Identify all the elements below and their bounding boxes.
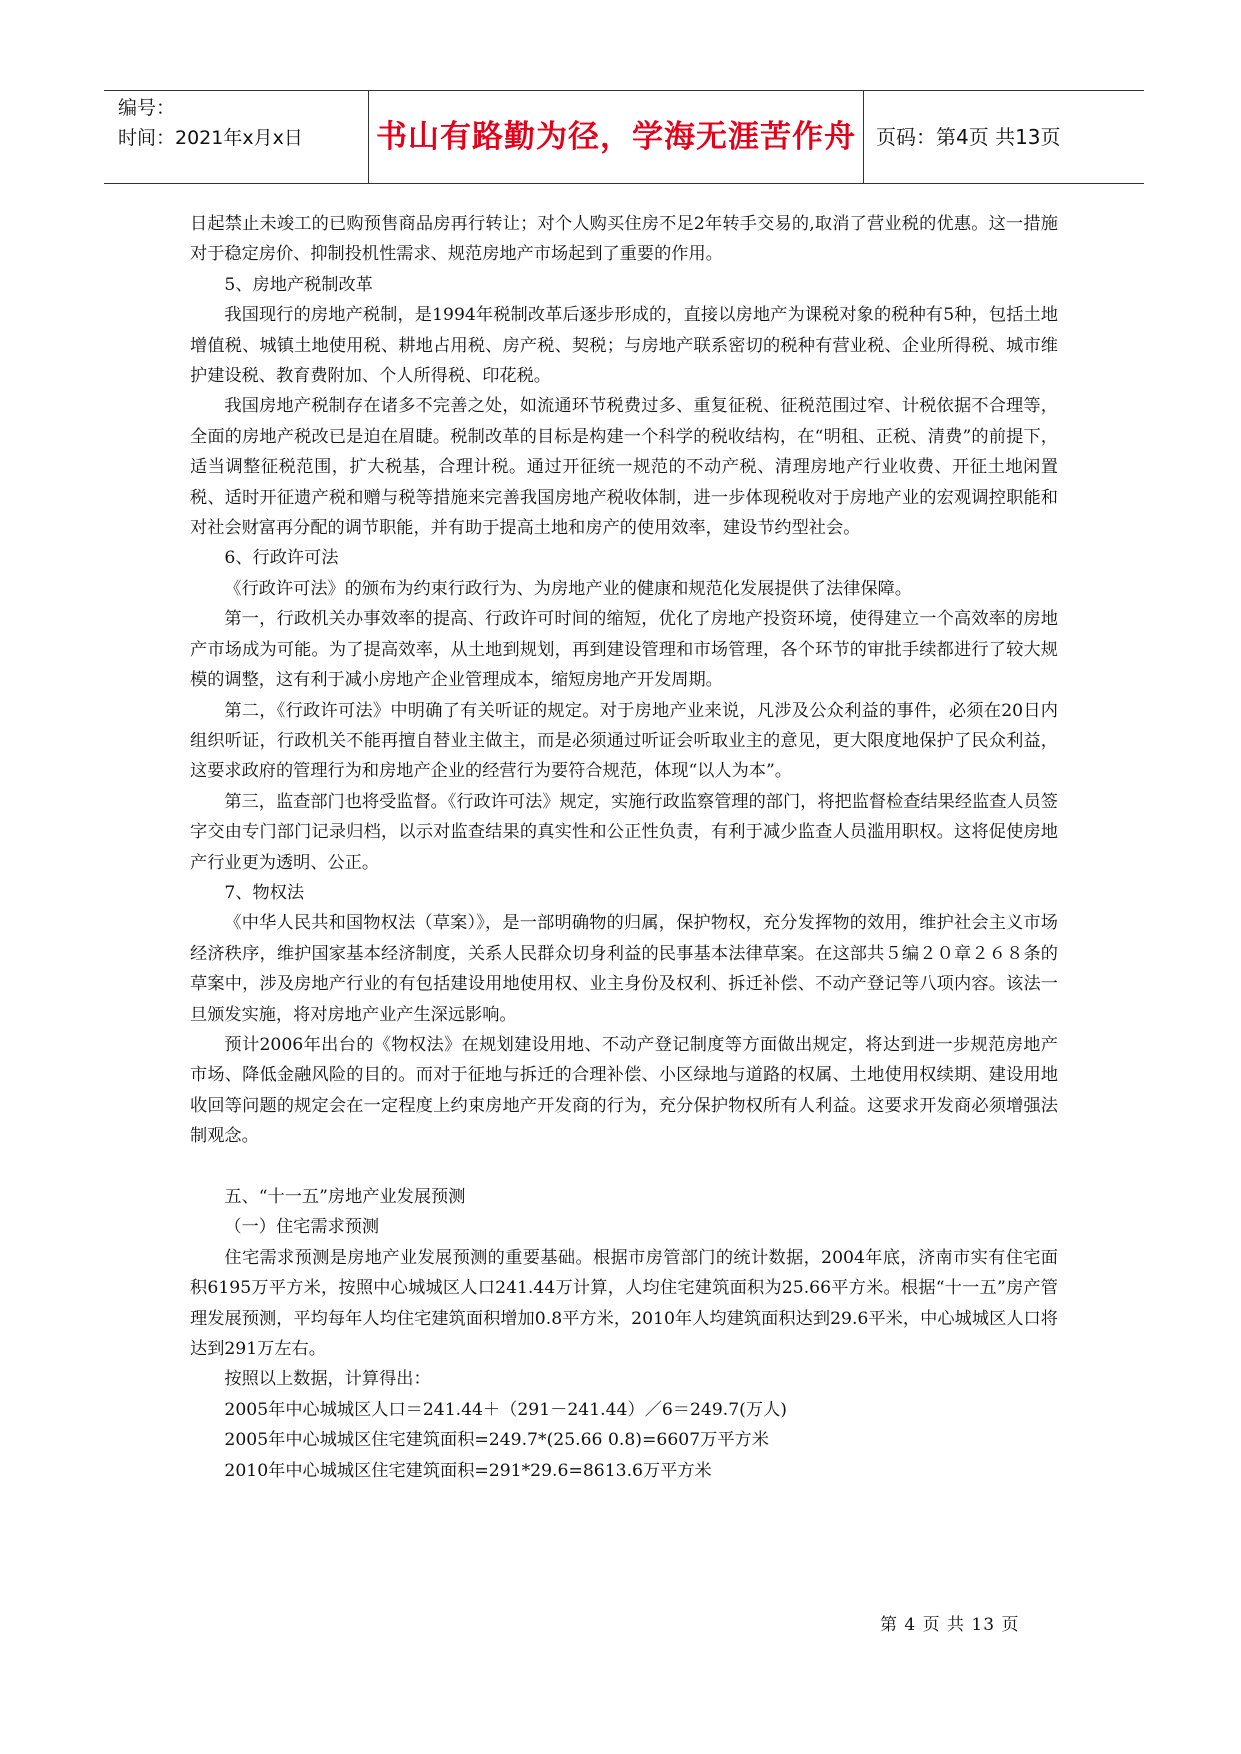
page-footer: 第 4 页 共 13 页 bbox=[880, 1615, 1020, 1635]
header-meta bbox=[104, 91, 369, 183]
formula-line: 2005年中心城城区住宅建筑面积=249.7*(25.66 0.8)=6607万平方米 bbox=[224, 1430, 769, 1451]
header-page-label: 页码：第4页 共13页 bbox=[876, 125, 1061, 149]
subsection-heading: （一）住宅需求预测 bbox=[224, 1217, 380, 1238]
section-heading: 6、行政许可法 bbox=[224, 548, 339, 569]
paragraph: 我国房地产税制存在诸多不完善之处，如流通环节税费过多、重复征税、征税范围过窄、计税依据不合理等，全面的房地产税改已是迫在眉睫。税制改革的目标是构建一个科学的税收结构，在“明租、正税、清费”的前提下，适当调整征税范围，扩大税基，合理计税。通过开征统一规范的不动产税、清理房地产行业收费、开征土地闲置税、适时开征遗产税和赠与税等措施来完善我国房地产税收体制，进一步体现税收对于房地产业的宏观调控职能和对社会财富再分配的调节职能，并有助于提高土地和房产的使用效率，建设节约型社会。 bbox=[190, 396, 1058, 539]
paragraph: 日起禁止未竣工的已购预售商品房再行转让；对个人购买住房不足2年转手交易的,取消了营业税的优惠。这一措施对于稳定房价、抑制投机性需求、规范房地产市场起到了重要的作用。 bbox=[190, 214, 1058, 265]
paragraph: 我国现行的房地产税制，是1994年税制改革后逐步形成的，直接以房地产为课税对象的税种有5种，包括土地增值税、城镇土地使用税、耕地占用税、房产税、契税；与房地产联系密切的税种有营业税、企业所得税、城市维护建设税、教育费附加、个人所得税、印花税。 bbox=[190, 305, 1058, 387]
spacer bbox=[190, 1152, 1058, 1182]
section-heading: 7、物权法 bbox=[224, 882, 305, 903]
paragraph: 第三，监查部门也将受监督。《行政许可法》规定，实施行政监察管理的部门，将把监督检查结果经监查人员签字交由专门部门记录归档，以示对监查结果的真实性和公正性负责，有利于减少监查人员滥用职权。这将促使房地产行业更为透明、公正。 bbox=[190, 791, 1058, 873]
section-heading: 5、房地产税制改革 bbox=[224, 274, 373, 295]
paragraph: 按照以上数据，计算得出： bbox=[224, 1369, 431, 1390]
chapter-heading: 五、“十一五”房地产业发展预测 bbox=[224, 1186, 466, 1207]
paragraph: 第二，《行政许可法》中明确了有关听证的规定。对于房地产业来说，凡涉及公众利益的事件，必须在20日内组织听证，行政机关不能再擅自替业主做主，而是必须通过听证会听取业主的意见，更大限度地保护了民众利益，这要求政府的管理行为和房地产企业的经营行为要符合规范，体现“以人为本”。 bbox=[190, 700, 1058, 782]
paragraph: 住宅需求预测是房地产业发展预测的重要基础。根据市房管部门的统计数据，2004年底，济南市实有住宅面积6195万平方米，按照中心城城区人口241.44万计算，人均住宅建筑面积为25.66平方米。根据“十一五”房产管理发展预测，平均每年人均住宅建筑面积增加0.8平方米，2010年人均建筑面积达到29.6平米，中心城城区人口将达到291万左右。 bbox=[190, 1247, 1058, 1360]
document-time-label: 时间：2021年x月x日 bbox=[118, 127, 303, 149]
formula-line: 2005年中心城城区人口＝241.44＋（291－241.44）／6＝249.7(万人) bbox=[224, 1399, 787, 1420]
paragraph: 《行政许可法》的颁布为约束行政行为、为房地产业的健康和规范化发展提供了法律保障。 bbox=[224, 578, 912, 599]
page-header bbox=[104, 90, 1144, 184]
document-body bbox=[190, 209, 1058, 1486]
document-number-label: 编号： bbox=[118, 97, 176, 119]
formula-line: 2010年中心城城区住宅建筑面积=291*29.6=8613.6万平方米 bbox=[224, 1460, 712, 1481]
header-motto: 书山有路勤为径，学海无涯苦作舟 bbox=[369, 91, 864, 183]
paragraph: 第一，行政机关办事效率的提高、行政许可时间的缩短，优化了房地产投资环境，使得建立一个高效率的房地产市场成为可能。为了提高效率，从土地到规划，再到建设管理和市场管理，各个环节的审批手续都进行了较大规模的调整，这有利于减小房地产企业管理成本，缩短房地产开发周期。 bbox=[190, 609, 1058, 691]
paragraph: 《中华人民共和国物权法（草案）》，是一部明确物的归属，保护物权，充分发挥物的效用，维护社会主义市场经济秩序，维护国家基本经济制度，关系人民群众切身利益的民事基本法律草案。在这部共５编２０章２６８条的草案中，涉及房地产行业的有包括建设用地使用权、业主身份及权利、拆迁补偿、不动产登记等八项内容。该法一旦颁发实施，将对房地产业产生深远影响。 bbox=[190, 913, 1058, 1025]
paragraph: 预计2006年出台的《物权法》在规划建设用地、不动产登记制度等方面做出规定，将达到进一步规范房地产市场、降低金融风险的目的。而对于征地与拆迁的合理补偿、小区绿地与道路的权属、土地使用权续期、建设用地收回等问题的规定会在一定程度上约束房地产开发商的行为，充分保护物权所有人利益。这要求开发商必须增强法制观念。 bbox=[190, 1034, 1058, 1147]
